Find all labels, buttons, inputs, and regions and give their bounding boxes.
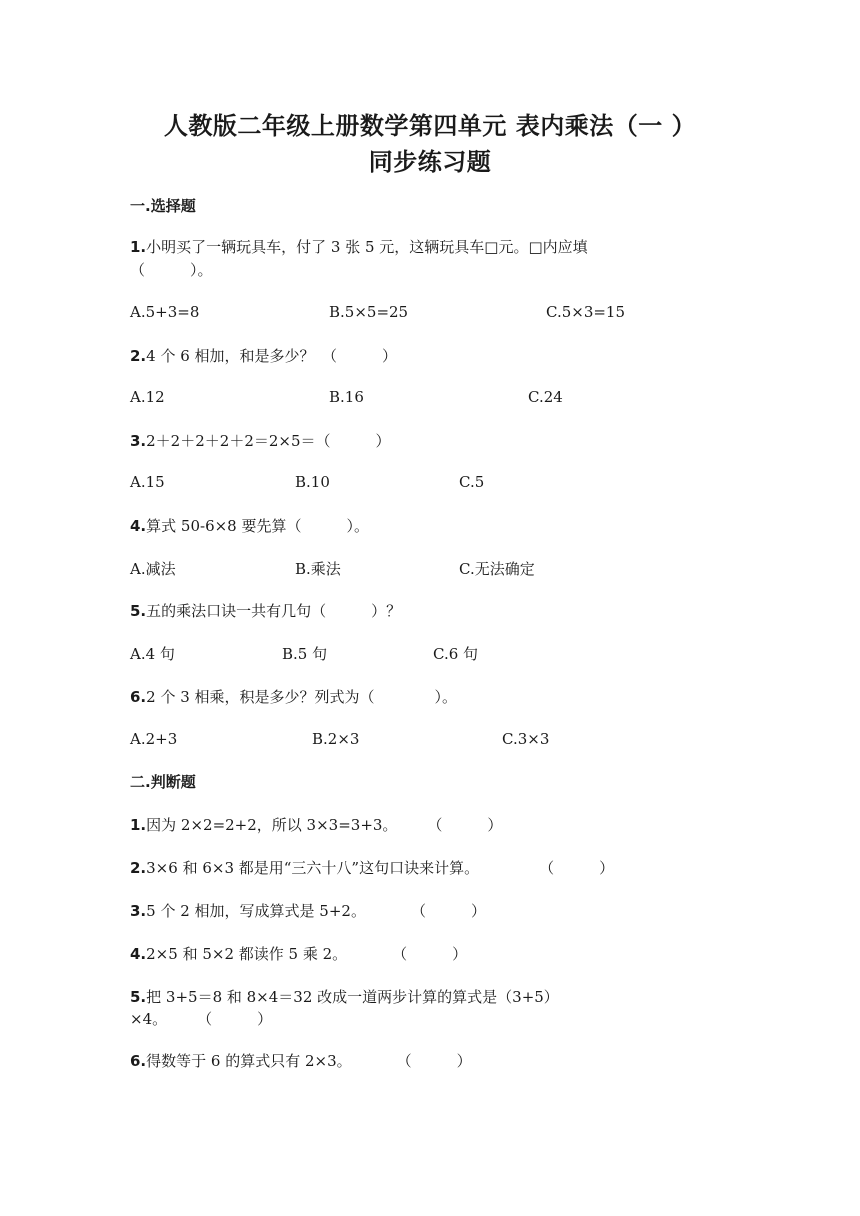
section-heading-choice: 一.选择题 (130, 197, 196, 215)
judge-question-6 (130, 1050, 472, 1071)
question-text: 2＋2＋2＋2＋2＝2×5＝（ ） (146, 432, 391, 450)
choice-question-5 (130, 600, 401, 621)
question-number: 5. (130, 988, 147, 1006)
option-a: A.2+3 (130, 730, 178, 748)
choice-question-2 (130, 345, 397, 366)
judge-question-3 (130, 900, 486, 921)
judge-question-5 (130, 986, 559, 1007)
question-text: 得数等于 6 的算式只有 2×3。 （ ） (146, 1052, 472, 1070)
question-text: 因为 2×2=2+2，所以 3×3=3+3。 （ ） (146, 816, 503, 834)
question-number: 6. (130, 1052, 147, 1070)
question-number: 2. (130, 859, 147, 877)
option-c: C.3×3 (502, 730, 550, 748)
option-b: B.10 (295, 473, 330, 491)
option-a: A.12 (130, 388, 165, 406)
option-c: C.5 (459, 473, 485, 491)
judge-question-2 (130, 857, 614, 878)
option-a: A.5+3=8 (130, 303, 200, 321)
question-text: 2 个 3 相乘，积是多少？列式为（ ）。 (146, 688, 458, 706)
page-subtitle: 同步练习题 (368, 148, 492, 176)
question-text: 算式 50-6×8 要先算（ ）。 (146, 517, 369, 535)
choice-question-3 (130, 430, 391, 451)
page-title: 人教版二年级上册数学第四单元 表内乘法（一 ） (163, 112, 697, 140)
question-number: 3. (130, 902, 147, 920)
option-a: A.4 句 (130, 645, 175, 663)
choice-question-1-cont: （ ）。 (130, 261, 213, 279)
judge-question-4 (130, 943, 467, 964)
question-number: 1. (130, 816, 147, 834)
option-c: C.24 (528, 388, 563, 406)
option-c: C.无法确定 (459, 560, 535, 578)
question-number: 5. (130, 602, 147, 620)
question-number: 3. (130, 432, 147, 450)
option-b: B.2×3 (312, 730, 360, 748)
question-text: 2×5 和 5×2 都读作 5 乘 2。 （ ） (146, 945, 468, 963)
option-b: B.5 句 (282, 645, 328, 663)
option-b: B.5×5=25 (329, 303, 409, 321)
option-a: A.15 (130, 473, 165, 491)
choice-question-6 (130, 686, 457, 707)
section-heading-judgement: 二.判断题 (130, 773, 196, 791)
question-text: 3×6 和 6×3 都是用“三六十八”这句口诀来计算。 （ ） (146, 859, 615, 877)
judge-question-5-cont: ×4。 （ ） (130, 1010, 273, 1028)
question-text: 把 3+5＝8 和 8×4＝32 改成一道两步计算的算式是（3+5） (146, 988, 559, 1006)
question-number: 6. (130, 688, 147, 706)
judge-question-1 (130, 814, 502, 835)
question-number: 4. (130, 517, 147, 535)
choice-question-4 (130, 515, 369, 536)
option-c: C.5×3=15 (546, 303, 626, 321)
question-text: 五的乘法口诀一共有几句（ ）？ (146, 602, 402, 620)
question-number: 4. (130, 945, 147, 963)
option-c: C.6 句 (433, 645, 479, 663)
question-number: 1. (130, 238, 147, 256)
choice-question-1 (130, 236, 588, 257)
option-b: B.乘法 (295, 560, 341, 578)
option-a: A.减法 (130, 560, 176, 578)
question-number: 2. (130, 347, 147, 365)
option-b: B.16 (329, 388, 364, 406)
question-text: 小明买了一辆玩具车，付了 3 张 5 元，这辆玩具车□元。□内应填 (146, 238, 588, 256)
question-text: 5 个 2 相加，写成算式是 5+2。 （ ） (146, 902, 486, 920)
question-text: 4 个 6 相加，和是多少？ （ ） (146, 347, 398, 365)
